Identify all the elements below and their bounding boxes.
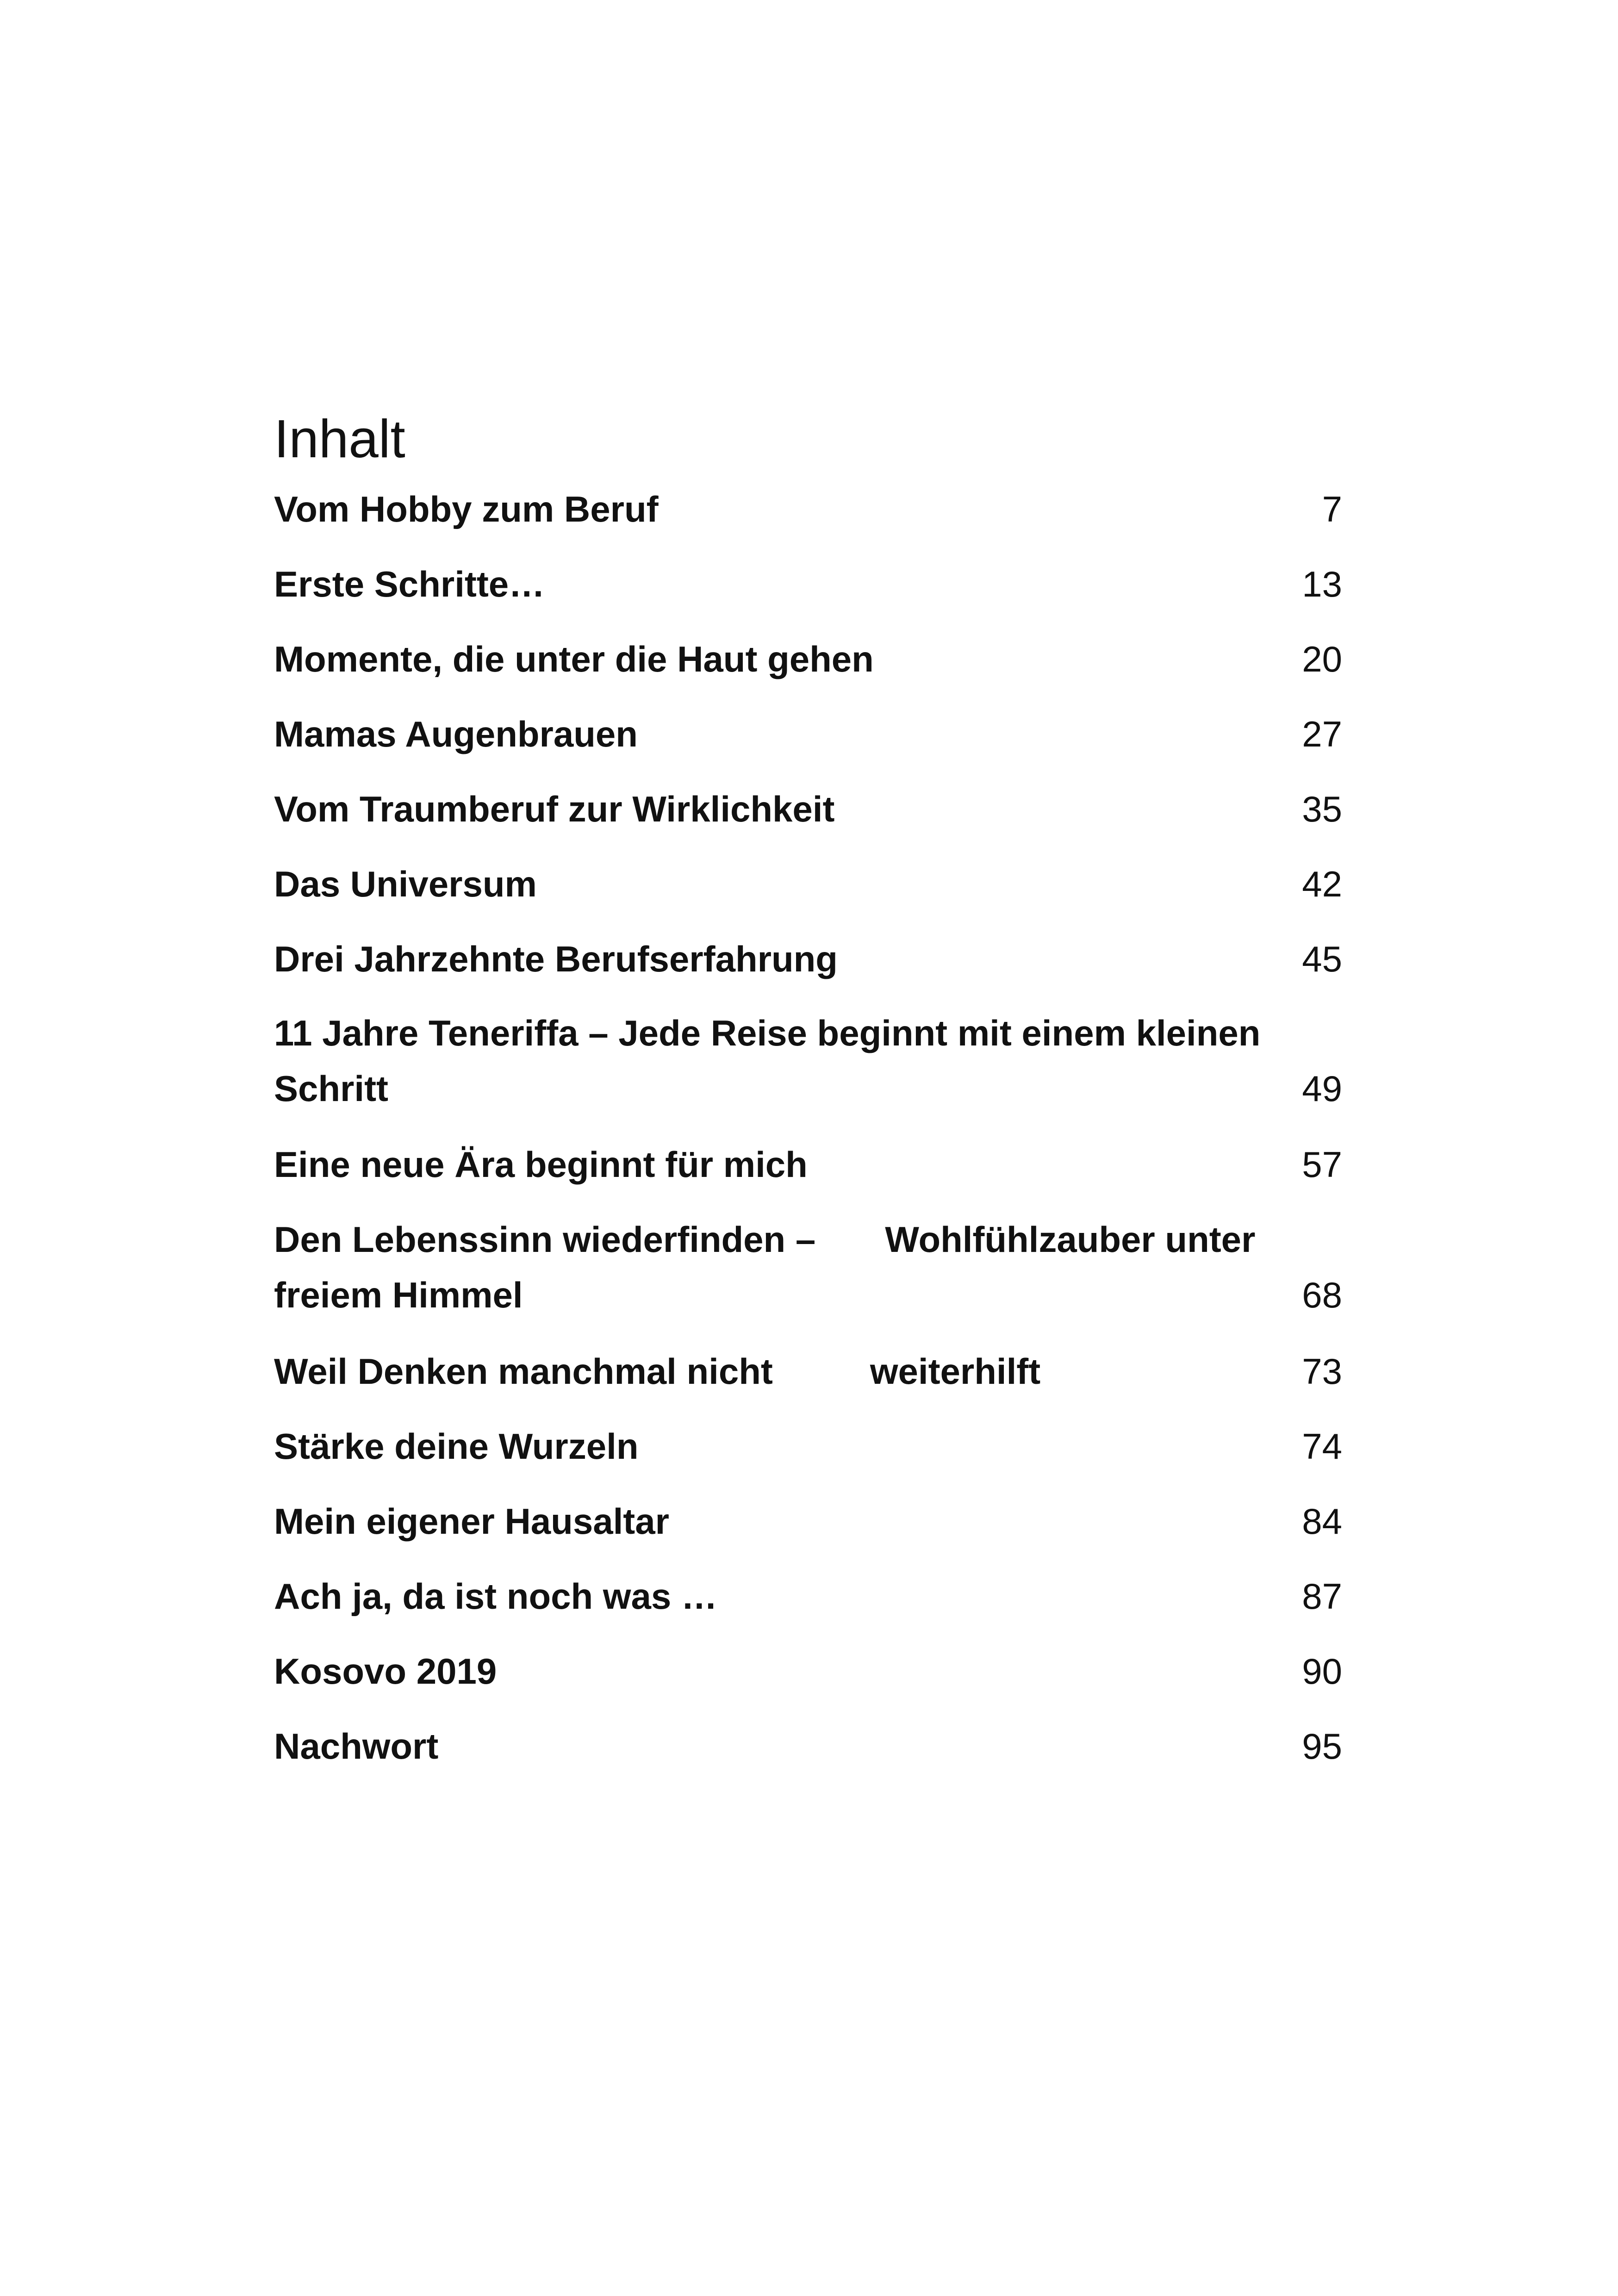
toc-entry <box>274 1419 1342 1474</box>
toc-entry-title-continued: Schritt <box>274 1068 389 1109</box>
toc-entry-page: 7 <box>1322 489 1342 529</box>
toc-entry-title-segment: Weil Denken manchmal nicht <box>274 1351 773 1392</box>
toc-entry-title: Drei Jahrzehnte Berufserfahrung <box>274 939 838 979</box>
toc-entry <box>274 631 1342 687</box>
toc-entry <box>274 706 1342 762</box>
toc-entry-title-segment: Wohlfühlzauber unter <box>885 1219 1256 1260</box>
toc-entry-page: 49 <box>1302 1068 1342 1109</box>
toc-entry-title: Momente, die unter die Haut gehen <box>274 639 874 679</box>
toc-entry-title-continued: freiem Himmel <box>274 1275 523 1315</box>
toc-entry-title-segment: Den Lebenssinn wiederfinden – <box>274 1219 816 1260</box>
toc-entry-page: 57 <box>1302 1144 1342 1185</box>
toc-entry <box>274 931 1342 987</box>
toc-entry-page: 90 <box>1302 1651 1342 1692</box>
toc-entry-page: 27 <box>1302 714 1342 754</box>
toc-entry-page: 35 <box>1302 789 1342 829</box>
toc-entry <box>274 1212 1342 1323</box>
toc-entry-title: Mein eigener Hausaltar <box>274 1501 669 1542</box>
toc-entry-page: 95 <box>1302 1726 1342 1767</box>
toc-entry-title: Kosovo 2019 <box>274 1651 497 1692</box>
toc-entry-page: 74 <box>1302 1426 1342 1467</box>
toc-entry-page: 68 <box>1302 1275 1342 1315</box>
toc-entry-page: 45 <box>1302 939 1342 979</box>
toc-entry <box>274 1643 1342 1699</box>
toc-entry <box>274 481 1342 537</box>
toc-entry <box>274 1137 1342 1192</box>
toc-entry-title: Ach ja, da ist noch was … <box>274 1576 717 1617</box>
toc-entry <box>274 781 1342 837</box>
toc-entry-title-segment: weiterhilft <box>870 1351 1041 1392</box>
toc-entry-page: 20 <box>1302 639 1342 679</box>
toc-entry-page: 13 <box>1302 564 1342 604</box>
toc-entry-page: 84 <box>1302 1501 1342 1542</box>
toc-entry <box>274 1005 1342 1116</box>
toc-entry <box>274 1568 1342 1624</box>
toc-entry <box>274 556 1342 612</box>
toc-entry-title: Nachwort <box>274 1726 439 1767</box>
toc-entry <box>274 856 1342 912</box>
toc-entry-title: Das Universum <box>274 864 537 904</box>
toc-entry <box>274 1718 1342 1774</box>
toc-entry <box>274 1493 1342 1549</box>
toc-entry-title: Eine neue Ära beginnt für mich <box>274 1144 808 1185</box>
toc-entry-page: 73 <box>1302 1351 1342 1392</box>
toc-entry-title: Erste Schritte… <box>274 564 545 604</box>
toc-entry <box>274 1344 1342 1399</box>
toc-entry-title: 11 Jahre Teneriffa – Jede Reise beginnt mit einem kleinen <box>274 1013 1261 1053</box>
toc-entry-title: Stärke deine Wurzeln <box>274 1426 639 1467</box>
toc-entry-title-line <box>274 1344 1342 1399</box>
toc-entry-title: Vom Traumberuf zur Wirklichkeit <box>274 789 835 829</box>
toc-entry-title: Mamas Augenbrauen <box>274 714 638 754</box>
toc-entry-page: 87 <box>1302 1576 1342 1617</box>
toc-title: Inhalt <box>274 409 405 469</box>
toc-entry-title-first-line <box>274 1212 1342 1267</box>
toc-entry-title: Vom Hobby zum Beruf <box>274 489 659 529</box>
toc-entry-page: 42 <box>1302 864 1342 904</box>
